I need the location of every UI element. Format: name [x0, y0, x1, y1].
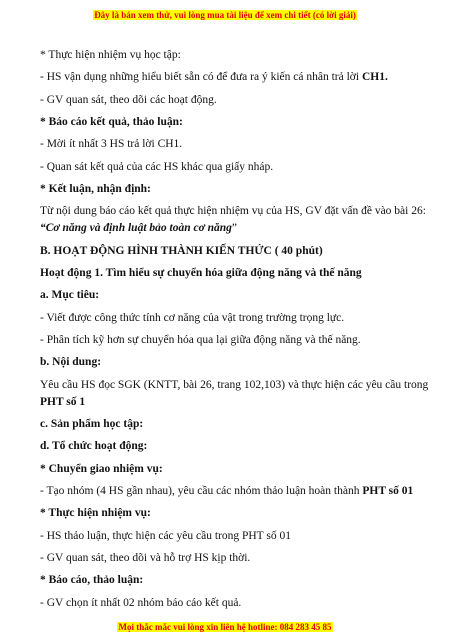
header-notice	[0, 10, 450, 20]
lesson-title-text: “Cơ năng và định luật bảo toàn cơ năng	[40, 222, 232, 235]
report-item-2: - Quan sát kết quả của các HS khác qua giấy nháp.	[40, 160, 274, 173]
report-item-1: - Mời ít nhất 3 HS trả lời CH1.	[40, 138, 183, 151]
header-notice-text: Đây là bản xem thử, vui lòng mua tài liệu để xem chi tiết (có lời giải)	[94, 10, 356, 20]
task-execution-heading-2: * Thực hiện nhiệm vụ:	[40, 507, 151, 520]
report-heading: * Báo cáo kết quả, thảo luận:	[40, 115, 183, 128]
worksheet-1-label: PHT số 1	[40, 395, 86, 408]
ch1-label: CH1.	[361, 71, 388, 84]
activity-1-heading: Hoạt động 1. Tìm hiểu sự chuyển hóa giữa động năng và thế năng	[40, 267, 362, 279]
lesson-title	[40, 221, 237, 235]
report-item-3: - GV chọn ít nhất 02 nhóm báo cáo kết quả.	[40, 596, 242, 609]
task-assignment-heading: * Chuyển giao nhiệm vụ:	[40, 462, 163, 475]
task-assignment-item	[40, 484, 413, 498]
footer-notice-text: Mọi thắc mắc vui lòng xin liên hệ hotline: 084 283 45 85	[118, 622, 332, 632]
line-text: - HS vận dụng những hiểu biết sẵn có để đưa ra ý kiến cá nhân trả lời	[40, 71, 362, 84]
line-text: - Tạo nhóm (4 HS gần nhau), yêu cầu các nhóm thảo luận hoàn thành	[40, 485, 363, 497]
organization-heading: d. Tổ chức hoạt động:	[40, 440, 148, 453]
footer-notice	[0, 622, 450, 632]
conclusion-heading: * Kết luận, nhận định:	[40, 182, 151, 195]
product-heading: c. Sản phẩm học tập:	[40, 418, 144, 431]
section-b-heading: B. HOẠT ĐỘNG HÌNH THÀNH KIẾN THỨC ( 40 phút)	[40, 244, 323, 257]
content-heading: b. Nội dung:	[40, 356, 102, 369]
task-execution-item-3: - HS thảo luận, thực hiện các yêu cầu trong PHT số 01	[40, 529, 291, 542]
task-execution-item-1	[40, 70, 388, 84]
task-execution-heading: * Thực hiện nhiệm vụ học tập:	[40, 49, 181, 61]
conclusion-text: Từ nội dung báo cáo kết quả thực hiện nhiệm vụ của HS, GV đặt vấn đề vào bài 26:	[40, 205, 426, 218]
objective-item-2: - Phân tích kỹ hơn sự chuyển hóa qua lại giữa động năng và thế năng.	[40, 333, 361, 346]
objectives-heading: a. Mục tiêu:	[40, 289, 100, 302]
closing-quote: ”	[231, 222, 238, 235]
worksheet-01-label: PHT số 01	[362, 485, 414, 497]
report-heading-2: * Báo cáo, thảo luận:	[40, 574, 144, 587]
content-text: Yêu cầu HS đọc SGK (KNTT, bài 26, trang 102,103) và thực hiện các yêu cầu trong	[40, 378, 429, 391]
task-execution-item-2: - GV quan sát, theo dõi các hoạt động.	[40, 93, 217, 106]
task-execution-item-4: - GV quan sát, theo dõi và hỗ trợ HS kịp thời.	[40, 551, 251, 564]
objective-item-1: - Viết được công thức tính cơ năng của vật trong trường trọng lực.	[40, 311, 345, 324]
